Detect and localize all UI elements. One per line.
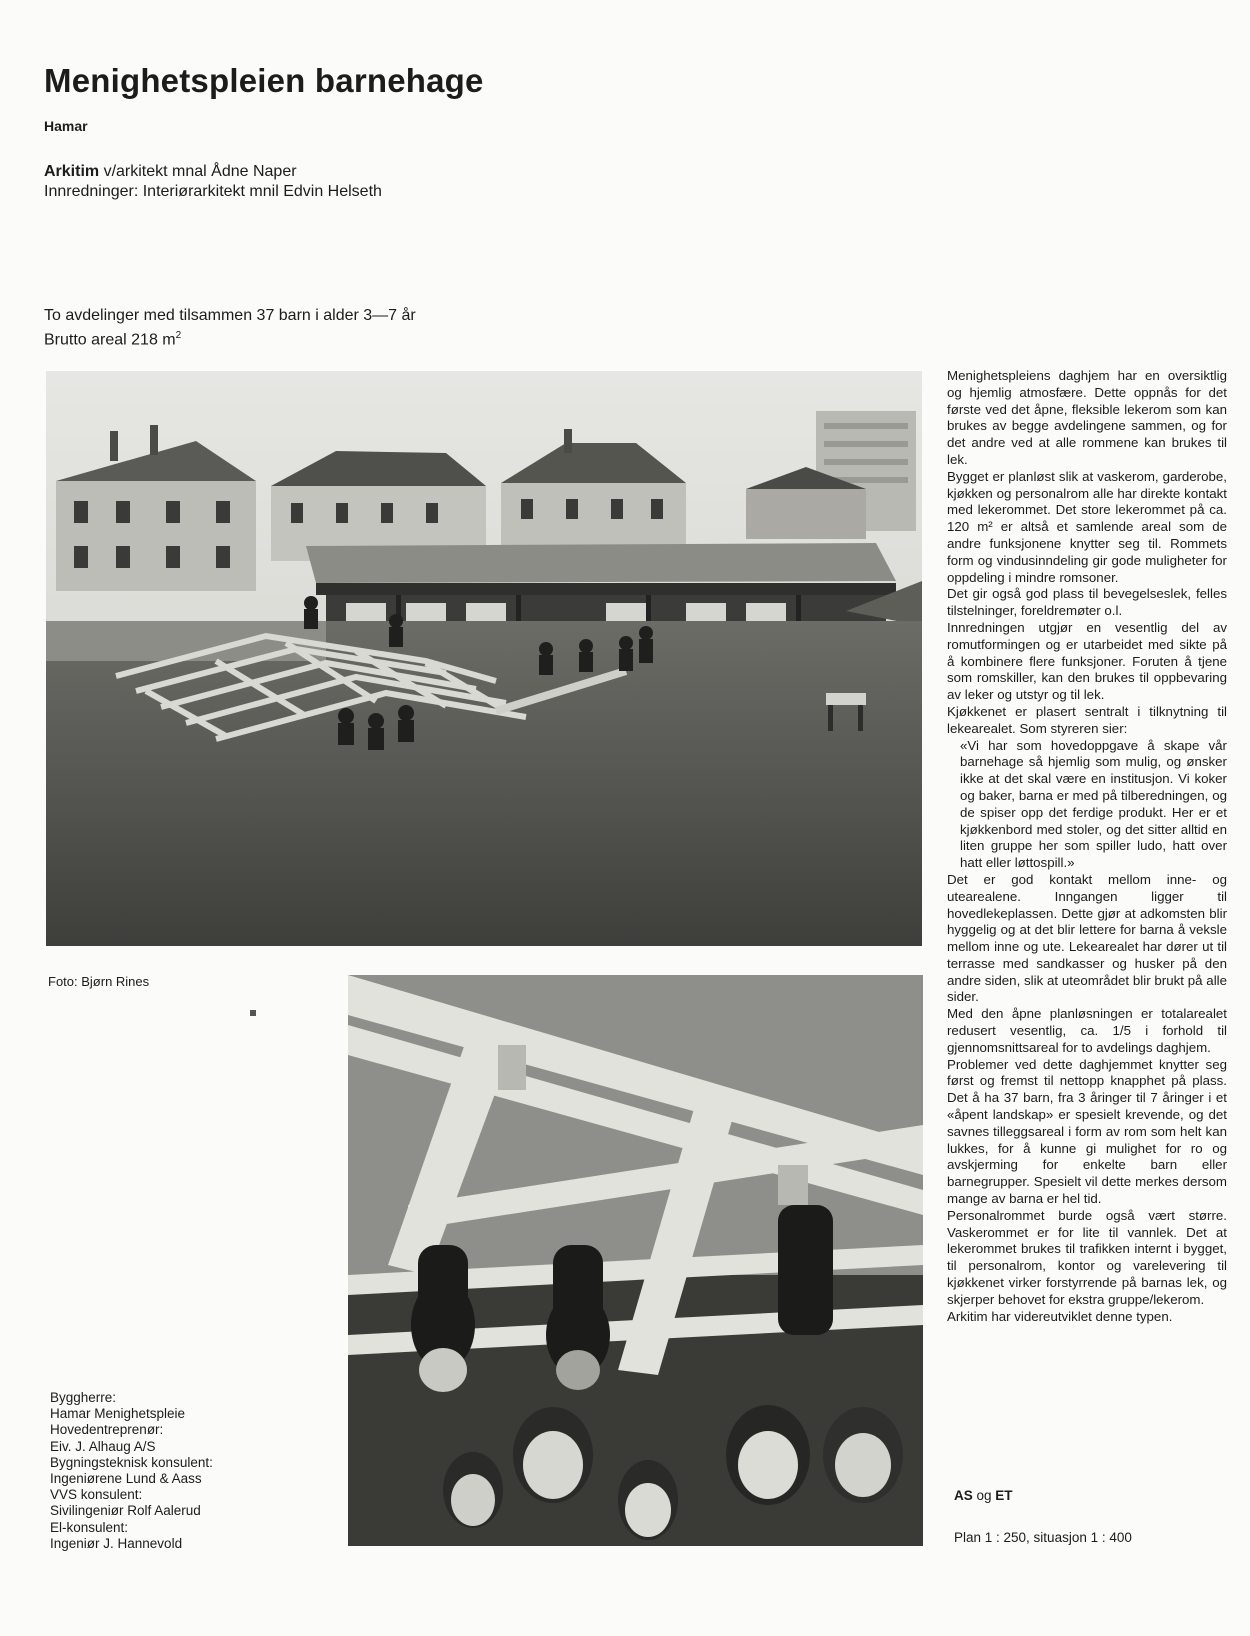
contractor-line: Hovedentreprenør:	[50, 1422, 164, 1438]
contractor-line: Hamar Menighetspleie	[50, 1406, 186, 1422]
body-paragraph: Kjøkkenet er plasert sentralt i tilknytning til lekearealet. Som styreren sier:	[947, 703, 1227, 736]
architect-firm: Arkitim	[44, 163, 100, 180]
body-paragraph: Personalrommet burde også vært større. Vaskerommet er for lite til vannlek. Det at lekerommet brukes til trafikken internt i bygget, til personalrom, kontor og varelevering til kjøkkenet virker forstyrrende på barnas lek, og skjerper behovet for ekstra gruppe/lekerom.	[947, 1207, 1227, 1307]
exterior-photo	[46, 371, 922, 946]
author-initials	[954, 1488, 1013, 1503]
body-paragraph: Bygget er planløst slik at vaskerom, garderobe, kjøkken og personalrom alle har direkte kontakt med lekerommet. Det store lekerommet på ca. 120 m² er altså et samlende areal som de andre funksjonene knytter seg til. Rommets form og vindusinndeling gir gode muligheter for oppdeling i mindre romsoner.	[947, 468, 1227, 585]
architect-line	[44, 162, 382, 182]
photo-credit: Foto: Bjørn Rines	[48, 974, 150, 989]
initials-second: ET	[995, 1488, 1013, 1503]
climbing-frame-photo	[348, 975, 923, 1546]
contractor-line: VVS konsulent:	[50, 1487, 143, 1503]
print-speck	[250, 1010, 256, 1016]
plan-scale-note: Plan 1 : 250, situasjon 1 : 400	[954, 1530, 1132, 1545]
area-unit-exponent: 2	[175, 330, 182, 341]
body-paragraph: Arkitim har videreutviklet denne typen.	[947, 1308, 1173, 1324]
contractor-line: Byggherre:	[50, 1390, 117, 1405]
contractor-line: Ingeniør J. Hannevold	[50, 1535, 183, 1551]
contractor-line: Eiv. J. Alhaug A/S	[50, 1438, 156, 1454]
contractors-list	[50, 1390, 213, 1552]
climbing-frame-illustration	[348, 975, 923, 1546]
summary-children: To avdelinger med tilsammen 37 barn i alder 3—7 år	[44, 307, 416, 324]
interior-line: Innredninger: Interiørarkitekt mnil Edvin Helseth	[44, 183, 382, 200]
summary-block	[44, 306, 416, 350]
location-label: Hamar	[44, 118, 88, 134]
contractor-line: Sivilingeniør Rolf Aalerud	[50, 1503, 201, 1519]
summary-area	[44, 326, 416, 350]
article-body	[947, 368, 1227, 1325]
credits-block	[44, 162, 382, 202]
area-value: Brutto areal 218 m	[44, 331, 176, 349]
body-paragraph: Det er god kontakt mellom inne- og utearealene. Inngangen ligger til hovedlekeplassen. Dette gjør at adkomsten blir hyggelig og at det blir lettere for barna å veksle mellom inne og ute. Lekearealet har dører ut til terrasse med sandkasser og husker på den andre siden, slik at uteområdet blir brukt på alle sider.	[947, 871, 1227, 1005]
body-paragraph: Menighetspleiens daghjem har en oversiktlig og hjemlig atmosfære. Dette oppnås for det første ved det åpne, fleksible lekerom som kan brukes av begge avdelingene sammen, og for det andre ved at alle rommene kan brukes til lek.	[947, 368, 1227, 467]
body-paragraph: Med den åpne planløsningen er totalarealet redusert vesentlig, ca. 1/5 i forhold til gjennomsnittsareal for to avdelings daghjem.	[947, 1006, 1227, 1055]
contractor-line: Ingeniørene Lund & Aass	[50, 1471, 202, 1487]
body-paragraph: Innredningen utgjør en vesentlig del av romutformingen og er utarbeidet med sikte på å kombinere flere funksjoner. Foruten å tjene som romskiller, kan den brukes til oppbevaring av leker og utstyr og til lek.	[947, 619, 1227, 703]
initials-conjunction: og	[972, 1488, 996, 1503]
body-paragraph: Problemer ved dette daghjemmet knytter seg først og fremst til nettopp knapphet på plass. Det å ha 37 barn, fra 3 åringer til 7 åringer i et «åpent landskap» er spesielt krevende, og det savnes tilleggsareal i form av rom som helt kan lukkes, for å kunne gi mulighet for ro og avskjerming for enkelte barn eller barnegrupper. Spesielt vil dette merkes dersom mange av barna er hel tid.	[947, 1056, 1227, 1207]
page-title: Menighetspleien barnehage	[44, 62, 484, 99]
architect-name: v/arkitekt mnal Ådne Naper	[99, 163, 297, 180]
exterior-photo-illustration	[46, 371, 922, 946]
body-quote: «Vi har som hovedoppgave å skape vår barnehage så hjemlig som mulig, og ønsker ikke at det skal være en institusjon. Vi koker og baker, barna er med på tilberedningen, og de spiser opp det ferdige produkt. Her er et kjøkkenbord med stoler, og det sitter alltid en liten gruppe her som spiller ludo, hatt over hatt eller løttospill.»	[960, 737, 1227, 871]
contractor-line: El-konsulent:	[50, 1519, 129, 1535]
body-paragraph: Det gir også god plass til bevegelseslek, felles tilstelninger, foreldremøter o.l.	[947, 586, 1227, 619]
contractor-line: Bygningsteknisk konsulent:	[50, 1454, 213, 1470]
initials-first: AS	[954, 1488, 973, 1503]
